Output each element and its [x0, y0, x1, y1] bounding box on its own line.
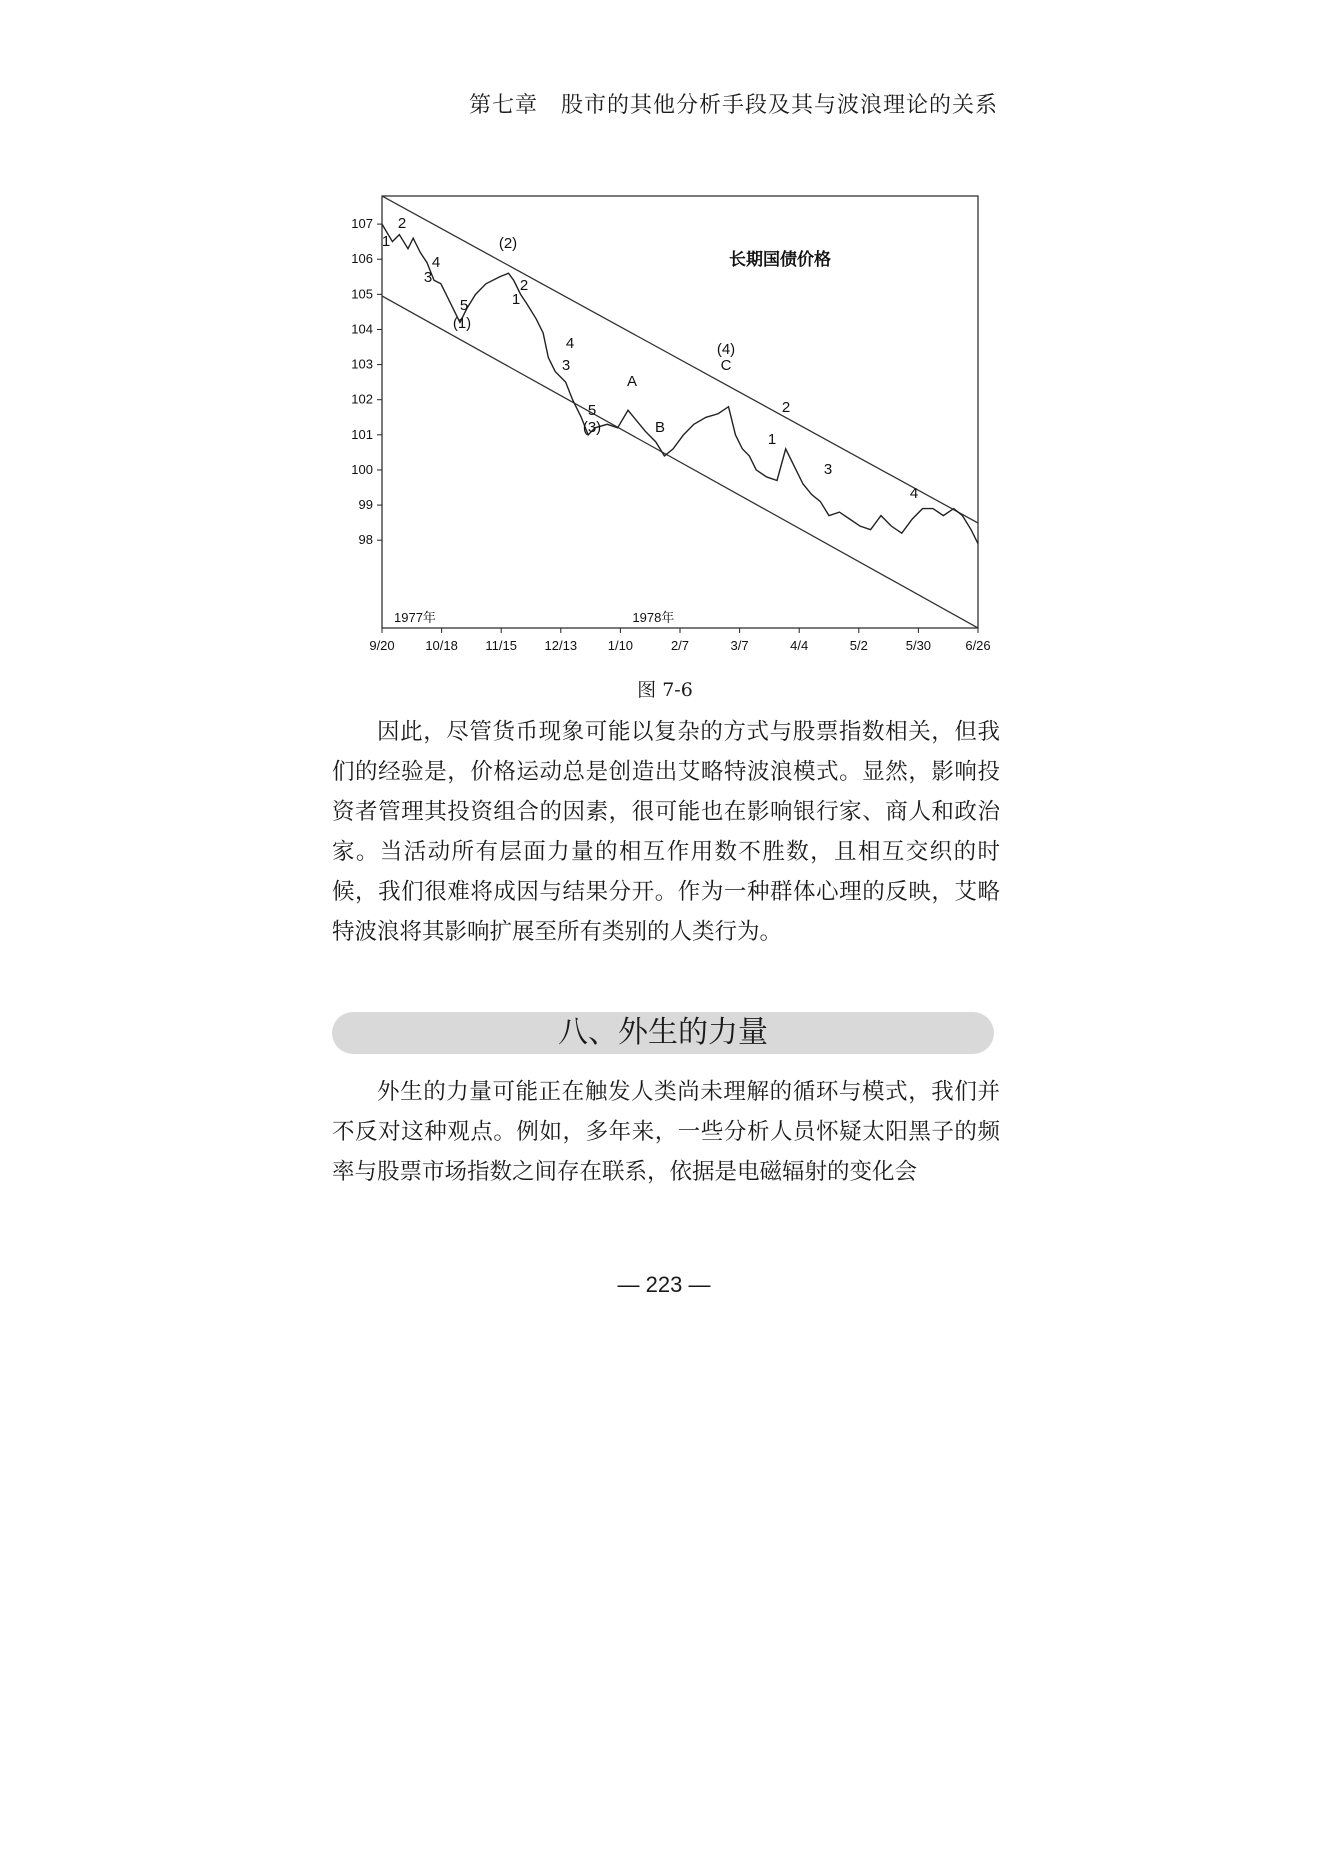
- y-tick-label-100: 100: [351, 461, 373, 477]
- wave-label-9: 3: [561, 357, 571, 374]
- x-tick-label-2: 11/15: [485, 638, 517, 653]
- x-tick-label-3: 12/13: [544, 638, 578, 653]
- wave-label-6: (2): [498, 235, 518, 252]
- y-tick-label-103: 103: [351, 356, 373, 372]
- paragraph-1: [332, 712, 1000, 952]
- figure-caption: 图 7-6: [637, 679, 693, 701]
- y-tick-label-105: 105: [351, 286, 373, 302]
- paragraph-1-text: 因此，尽管货币现象可能以复杂的方式与股票指数相关，但我们的经验是，价格运动总是创造出艾略特波浪模式。显然，影响投资者管理其投资组合的因素，很可能也在影响银行家、商人和政治家。当活动所有层面力量的相互作用数不胜数，且相互交织的时候，我们很难将成因与结果分开。作为一种群体心理的反映，艾略特波浪将其影响扩展至所有类别的人类行为。: [332, 719, 1000, 945]
- wave-label-0: 1: [381, 233, 391, 250]
- y-tick-label-99: 99: [358, 497, 373, 513]
- wave-label-7: 1: [511, 291, 521, 308]
- year-label-0: 1977年: [394, 610, 436, 625]
- chart-svg: [330, 188, 1000, 668]
- x-tick-label-9: 5/30: [905, 638, 932, 653]
- wave-label-18: 2: [781, 399, 791, 416]
- x-tick-label-0: 9/20: [369, 638, 395, 653]
- x-tick-label-5: 2/7: [670, 638, 690, 653]
- wave-label-15: C: [720, 357, 732, 374]
- wave-label-17: 1: [767, 431, 777, 448]
- x-tick-label-4: 1/10: [607, 638, 634, 653]
- price-series-line: [382, 224, 978, 544]
- running-header: 第七章 股市的其他分析手段及其与波浪理论的关系: [468, 93, 998, 118]
- wave-label-20: 4: [909, 485, 919, 502]
- paragraph-2-text: 外生的力量可能正在触发人类尚未理解的循环与模式，我们并不反对这种观点。例如，多年来，一些分析人员怀疑太阳黑子的频率与股票市场指数之间存在联系，依据是电磁辐射的变化会: [332, 1079, 1000, 1185]
- y-tick-label-107: 107: [351, 216, 373, 232]
- wave-label-1: 2: [397, 215, 407, 232]
- wave-label-4: 5: [459, 297, 469, 314]
- wave-label-19: 3: [823, 461, 833, 478]
- chart-title: 长期国债价格: [729, 250, 831, 269]
- lower-channel-line: [382, 296, 978, 628]
- wave-label-3: 4: [431, 254, 441, 271]
- y-tick-label-102: 102: [351, 391, 373, 407]
- wave-label-16: (4): [716, 341, 736, 358]
- wave-label-13: A: [626, 373, 638, 390]
- wave-label-8: 2: [519, 277, 529, 294]
- wave-label-2: 3: [423, 269, 433, 286]
- upper-channel-line: [382, 196, 978, 523]
- wave-label-12: (3): [582, 419, 602, 436]
- x-tick-label-8: 5/2: [849, 638, 868, 653]
- plot-frame: [382, 196, 978, 628]
- wave-label-14: B: [654, 419, 666, 436]
- wave-label-11: 5: [587, 402, 597, 419]
- x-tick-label-10: 6/26: [965, 638, 991, 653]
- wave-label-5: (1): [452, 315, 472, 332]
- section-heading: 八、外生的力量: [332, 1012, 994, 1054]
- y-tick-label-106: 106: [351, 251, 373, 267]
- paragraph-2: [332, 1072, 1000, 1192]
- year-label-1: 1978年: [632, 610, 675, 625]
- y-tick-label-104: 104: [351, 321, 373, 337]
- bond-price-chart: [330, 188, 1000, 668]
- wave-label-10: 4: [565, 335, 575, 352]
- page-number: — 223 —: [617, 1272, 711, 1297]
- y-tick-label-101: 101: [351, 426, 373, 442]
- y-tick-label-98: 98: [358, 532, 373, 548]
- x-tick-label-6: 3/7: [730, 638, 749, 653]
- x-tick-label-7: 4/4: [790, 638, 809, 653]
- x-tick-label-1: 10/18: [425, 638, 458, 653]
